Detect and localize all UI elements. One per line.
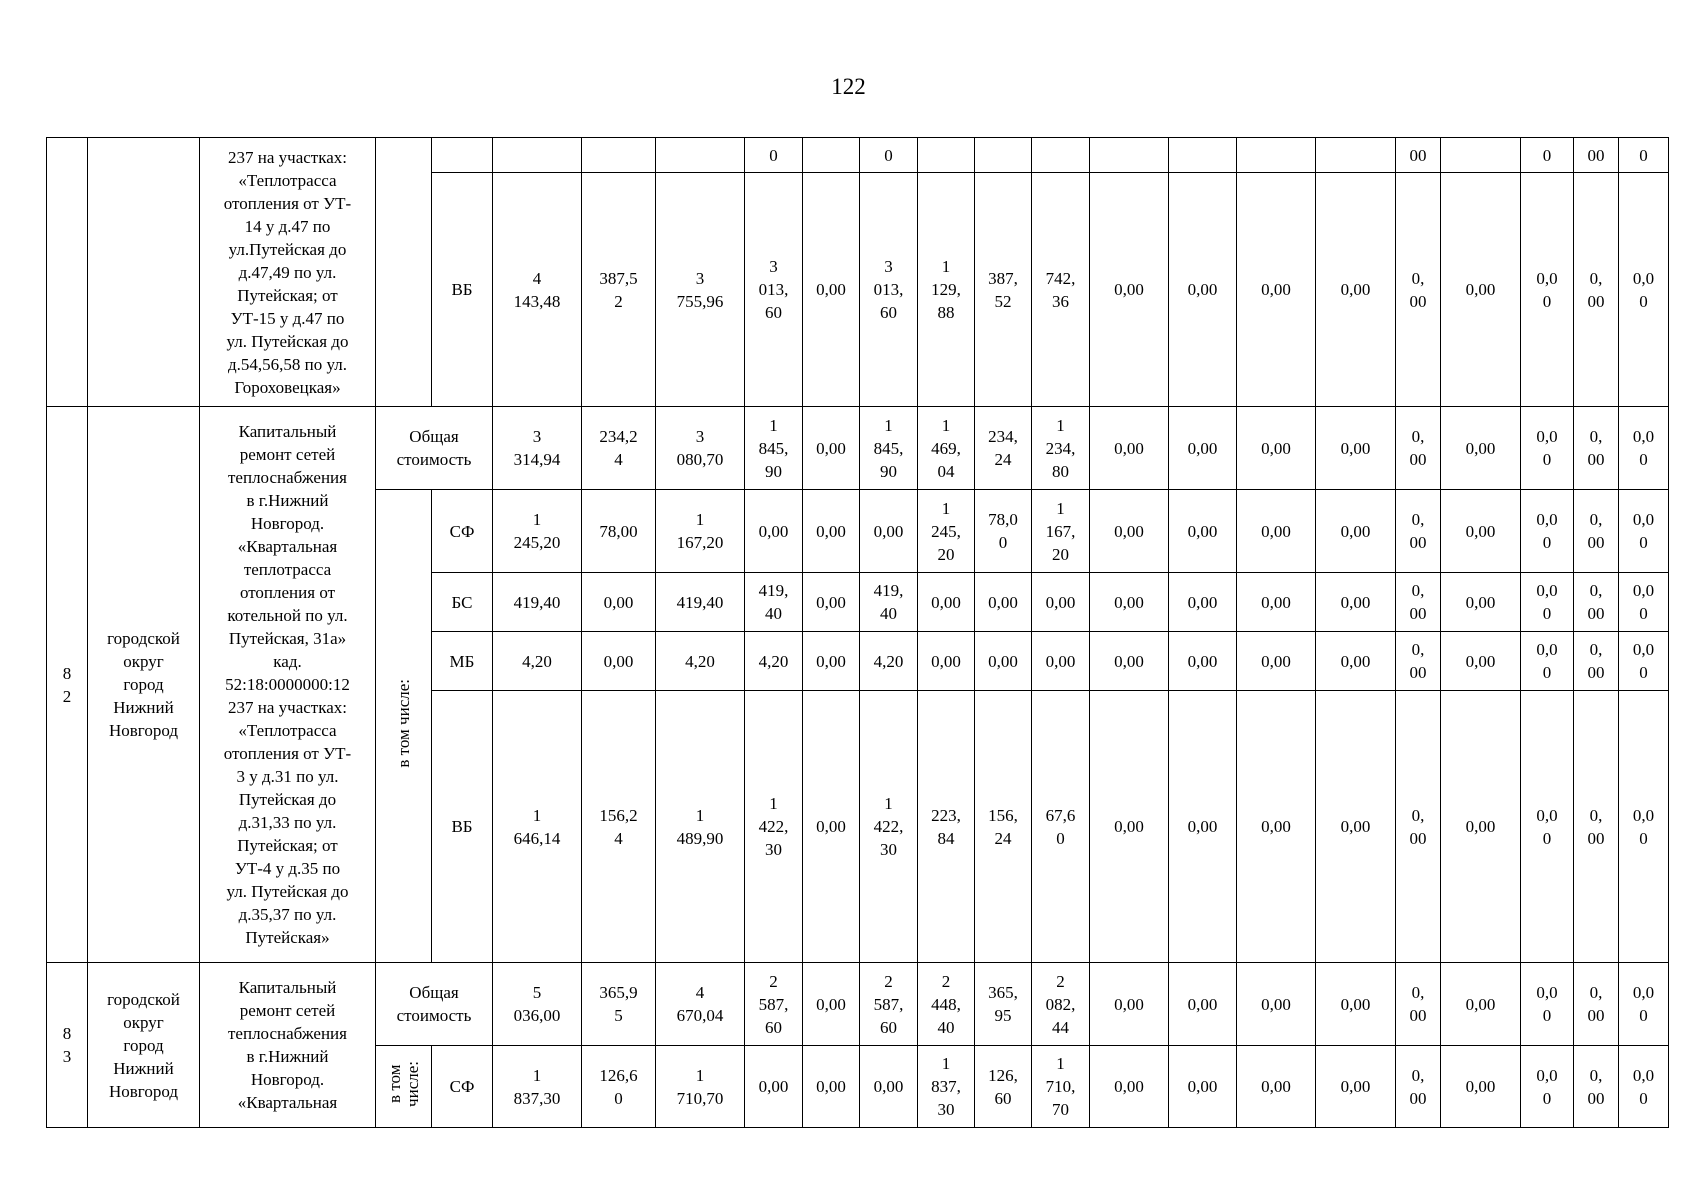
value-cell: 0,0 0	[1521, 490, 1574, 573]
value-cell: 0, 00	[1574, 490, 1619, 573]
value-cell: 0,00	[860, 490, 918, 573]
value-cell: 0,00	[803, 1046, 860, 1128]
value-cell: 0,00	[1169, 632, 1237, 691]
value-cell: 0,00	[803, 173, 860, 407]
value-cell: 2 587, 60	[860, 963, 918, 1046]
value-cell: 0,00	[1441, 573, 1521, 632]
value-cell: 5 036,00	[493, 963, 582, 1046]
value-cell: 1 845, 90	[745, 407, 803, 490]
value-cell: 1 837, 30	[918, 1046, 975, 1128]
value-cell: 0,00	[1316, 407, 1396, 490]
value-cell: 0,0 0	[1521, 173, 1574, 407]
municipality-cell: городской округ город Нижний Новгород	[88, 963, 200, 1128]
value-cell: 0, 00	[1574, 1046, 1619, 1128]
value-cell: 0,00	[1237, 490, 1316, 573]
value-cell: 387,5 2	[582, 173, 656, 407]
value-cell: 0,00	[1169, 173, 1237, 407]
value-cell	[582, 138, 656, 173]
value-cell: 3 080,70	[656, 407, 745, 490]
value-cell: 0,00	[975, 573, 1032, 632]
value-cell: 0,0 0	[1619, 691, 1669, 963]
source-label-cell: ВБ	[432, 691, 493, 963]
value-cell: 0, 00	[1396, 173, 1441, 407]
object-name-cell: Капитальный ремонт сетей теплоснабжения в г.Нижний Новгород. «Квартальная	[200, 963, 376, 1128]
value-cell: 0,00	[1237, 407, 1316, 490]
source-label-cell: МБ	[432, 632, 493, 691]
value-cell: 0, 00	[1574, 963, 1619, 1046]
value-cell: 419,40	[656, 573, 745, 632]
value-cell: 0, 00	[1396, 573, 1441, 632]
value-cell: 0,00	[1441, 1046, 1521, 1128]
row-number-cell: 8 2	[47, 407, 88, 963]
value-cell: 1 422, 30	[860, 691, 918, 963]
object-name-cell: Капитальный ремонт сетей теплоснабжения в г.Нижний Новгород. «Квартальная теплотрасса отопления от котельной по ул. Путейская, 31а» кад. 52:18:0000000:12 237 на участках: «Теплотрасса отопления от УТ- 3 у д.31 по ул. Путейская до д.31,33 по ул. Путейская; от УТ-4 у д.35 по ул. Путейская до д.35,37 по ул. Путейская»	[200, 407, 376, 963]
value-cell: 0,00	[803, 490, 860, 573]
value-cell: 0,00	[1090, 573, 1169, 632]
value-cell: 0, 00	[1396, 1046, 1441, 1128]
value-cell: 2 082, 44	[1032, 963, 1090, 1046]
value-cell: 0,00	[1316, 573, 1396, 632]
value-cell	[975, 138, 1032, 173]
value-cell	[1441, 138, 1521, 173]
value-cell: 2 448, 40	[918, 963, 975, 1046]
value-cell	[1032, 138, 1090, 173]
value-cell: 0,00	[1441, 490, 1521, 573]
value-cell: 00	[1396, 138, 1441, 173]
value-cell: 365, 95	[975, 963, 1032, 1046]
value-cell: 0,0 0	[1619, 963, 1669, 1046]
source-label-cell: БС	[432, 573, 493, 632]
value-cell: 126,6 0	[582, 1046, 656, 1128]
total-cost-label: Общая стоимость	[376, 963, 493, 1046]
value-cell: 126, 60	[975, 1046, 1032, 1128]
value-cell: 3 013, 60	[860, 173, 918, 407]
value-cell: 0, 00	[1396, 691, 1441, 963]
value-cell: 0,00	[1441, 691, 1521, 963]
value-cell: 156,2 4	[582, 691, 656, 963]
value-cell: 0, 00	[1574, 173, 1619, 407]
value-cell: 1 245, 20	[918, 490, 975, 573]
value-cell: 0, 00	[1396, 632, 1441, 691]
value-cell: 419,40	[493, 573, 582, 632]
value-cell: 0,00	[1032, 573, 1090, 632]
cost-type-cell	[376, 138, 432, 407]
total-cost-label: Общая стоимость	[376, 407, 493, 490]
value-cell: 0,0 0	[1619, 490, 1669, 573]
value-cell: 0,00	[803, 573, 860, 632]
value-cell: 1 845, 90	[860, 407, 918, 490]
row-number-cell	[47, 138, 88, 407]
value-cell: 0,0 0	[1619, 1046, 1669, 1128]
value-cell: 0,00	[1090, 632, 1169, 691]
value-cell: 1 710, 70	[1032, 1046, 1090, 1128]
value-cell: 234,2 4	[582, 407, 656, 490]
value-cell: 0	[1619, 138, 1669, 173]
value-cell: 0,00	[1316, 963, 1396, 1046]
table-row	[47, 963, 1669, 1046]
including-label: в том числе:	[393, 678, 413, 768]
value-cell: 419, 40	[745, 573, 803, 632]
value-cell: 0,00	[1169, 407, 1237, 490]
value-cell	[493, 138, 582, 173]
value-cell	[803, 138, 860, 173]
value-cell: 0,00	[1090, 490, 1169, 573]
value-cell	[1169, 138, 1237, 173]
value-cell: 4,20	[493, 632, 582, 691]
value-cell: 0, 00	[1574, 407, 1619, 490]
value-cell: 4 143,48	[493, 173, 582, 407]
value-cell: 78,00	[582, 490, 656, 573]
value-cell: 0,00	[1090, 1046, 1169, 1128]
value-cell: 0,0 0	[1619, 632, 1669, 691]
value-cell: 0,00	[1237, 963, 1316, 1046]
table-row	[47, 138, 1669, 173]
value-cell: 0,0 0	[1521, 573, 1574, 632]
including-label-cell	[376, 490, 432, 963]
value-cell: 0,00	[1441, 173, 1521, 407]
value-cell: 156, 24	[975, 691, 1032, 963]
value-cell: 0,00	[1090, 173, 1169, 407]
value-cell: 1 129, 88	[918, 173, 975, 407]
value-cell: 1 710,70	[656, 1046, 745, 1128]
value-cell: 0,00	[1090, 963, 1169, 1046]
object-name-cell: 237 на участках: «Теплотрасса отопления от УТ- 14 у д.47 по ул.Путейская до д.47,49 по ул. Путейская; от УТ-15 у д.47 по ул. Путейская до д.54,56,58 по ул. Гороховецкая»	[200, 138, 376, 407]
value-cell: 0,00	[1237, 173, 1316, 407]
value-cell: 0,0 0	[1619, 407, 1669, 490]
value-cell: 742, 36	[1032, 173, 1090, 407]
value-cell: 0,00	[1316, 490, 1396, 573]
value-cell: 0,00	[1090, 691, 1169, 963]
value-cell: 1 167, 20	[1032, 490, 1090, 573]
value-cell: 4,20	[860, 632, 918, 691]
value-cell: 0,00	[1237, 691, 1316, 963]
value-cell: 3 755,96	[656, 173, 745, 407]
value-cell	[918, 138, 975, 173]
row-number-cell: 8 3	[47, 963, 88, 1128]
value-cell: 0,00	[860, 1046, 918, 1128]
including-label: в том числе:	[384, 1060, 422, 1107]
source-label-cell: ВБ	[432, 173, 493, 407]
value-cell: 0,0 0	[1619, 173, 1669, 407]
value-cell: 0, 00	[1574, 691, 1619, 963]
value-cell: 2 587, 60	[745, 963, 803, 1046]
value-cell: 0,00	[918, 632, 975, 691]
value-cell: 0	[745, 138, 803, 173]
municipality-cell	[88, 138, 200, 407]
value-cell: 67,6 0	[1032, 691, 1090, 963]
value-cell: 0,00	[1316, 173, 1396, 407]
value-cell: 0,00	[918, 573, 975, 632]
value-cell: 419, 40	[860, 573, 918, 632]
value-cell: 4,20	[656, 632, 745, 691]
value-cell: 0,00	[1169, 573, 1237, 632]
value-cell: 0,00	[975, 632, 1032, 691]
value-cell: 3 314,94	[493, 407, 582, 490]
value-cell: 0, 00	[1574, 632, 1619, 691]
funding-table	[46, 137, 1669, 1128]
value-cell: 0, 00	[1396, 963, 1441, 1046]
table-row	[47, 407, 1669, 490]
value-cell: 00	[1574, 138, 1619, 173]
value-cell	[656, 138, 745, 173]
value-cell: 0,00	[1441, 963, 1521, 1046]
value-cell: 1 245,20	[493, 490, 582, 573]
value-cell: 0,00	[803, 963, 860, 1046]
value-cell: 0,00	[1237, 632, 1316, 691]
value-cell: 223, 84	[918, 691, 975, 963]
source-label-cell: СФ	[432, 1046, 493, 1128]
value-cell: 0,0 0	[1521, 1046, 1574, 1128]
municipality-cell: городской округ город Нижний Новгород	[88, 407, 200, 963]
value-cell: 0,00	[1169, 691, 1237, 963]
value-cell: 0,00	[1316, 632, 1396, 691]
value-cell: 0, 00	[1396, 407, 1441, 490]
value-cell: 0, 00	[1574, 573, 1619, 632]
value-cell: 78,0 0	[975, 490, 1032, 573]
value-cell: 1 837,30	[493, 1046, 582, 1128]
value-cell: 1 646,14	[493, 691, 582, 963]
value-cell: 0,00	[1090, 407, 1169, 490]
value-cell: 0,00	[1032, 632, 1090, 691]
source-label-cell	[432, 138, 493, 173]
value-cell: 1 489,90	[656, 691, 745, 963]
value-cell: 0,0 0	[1521, 632, 1574, 691]
value-cell: 0,00	[582, 632, 656, 691]
value-cell	[1237, 138, 1316, 173]
value-cell: 0,00	[803, 632, 860, 691]
value-cell: 0,00	[1169, 1046, 1237, 1128]
value-cell: 0,00	[1169, 490, 1237, 573]
value-cell: 0,00	[1237, 1046, 1316, 1128]
value-cell: 0	[1521, 138, 1574, 173]
value-cell: 1 422, 30	[745, 691, 803, 963]
value-cell: 0,00	[803, 691, 860, 963]
value-cell: 0,00	[1441, 407, 1521, 490]
page-number: 122	[831, 74, 866, 99]
value-cell: 4 670,04	[656, 963, 745, 1046]
value-cell: 0,00	[803, 407, 860, 490]
value-cell: 4,20	[745, 632, 803, 691]
including-label-cell	[376, 1046, 432, 1128]
value-cell: 234, 24	[975, 407, 1032, 490]
value-cell: 0,00	[745, 1046, 803, 1128]
value-cell: 0, 00	[1396, 490, 1441, 573]
value-cell: 0	[860, 138, 918, 173]
value-cell	[1316, 138, 1396, 173]
value-cell: 365,9 5	[582, 963, 656, 1046]
value-cell: 0,0 0	[1521, 691, 1574, 963]
value-cell: 0,00	[1316, 691, 1396, 963]
value-cell: 3 013, 60	[745, 173, 803, 407]
value-cell: 0,00	[1316, 1046, 1396, 1128]
value-cell: 1 167,20	[656, 490, 745, 573]
value-cell: 0,0 0	[1521, 963, 1574, 1046]
value-cell: 0,0 0	[1619, 573, 1669, 632]
value-cell: 0,00	[745, 490, 803, 573]
value-cell: 1 469, 04	[918, 407, 975, 490]
value-cell: 0,00	[1441, 632, 1521, 691]
value-cell: 1 234, 80	[1032, 407, 1090, 490]
value-cell: 387, 52	[975, 173, 1032, 407]
value-cell	[1090, 138, 1169, 173]
value-cell: 0,0 0	[1521, 407, 1574, 490]
value-cell: 0,00	[1237, 573, 1316, 632]
value-cell: 0,00	[1169, 963, 1237, 1046]
value-cell: 0,00	[582, 573, 656, 632]
source-label-cell: СФ	[432, 490, 493, 573]
